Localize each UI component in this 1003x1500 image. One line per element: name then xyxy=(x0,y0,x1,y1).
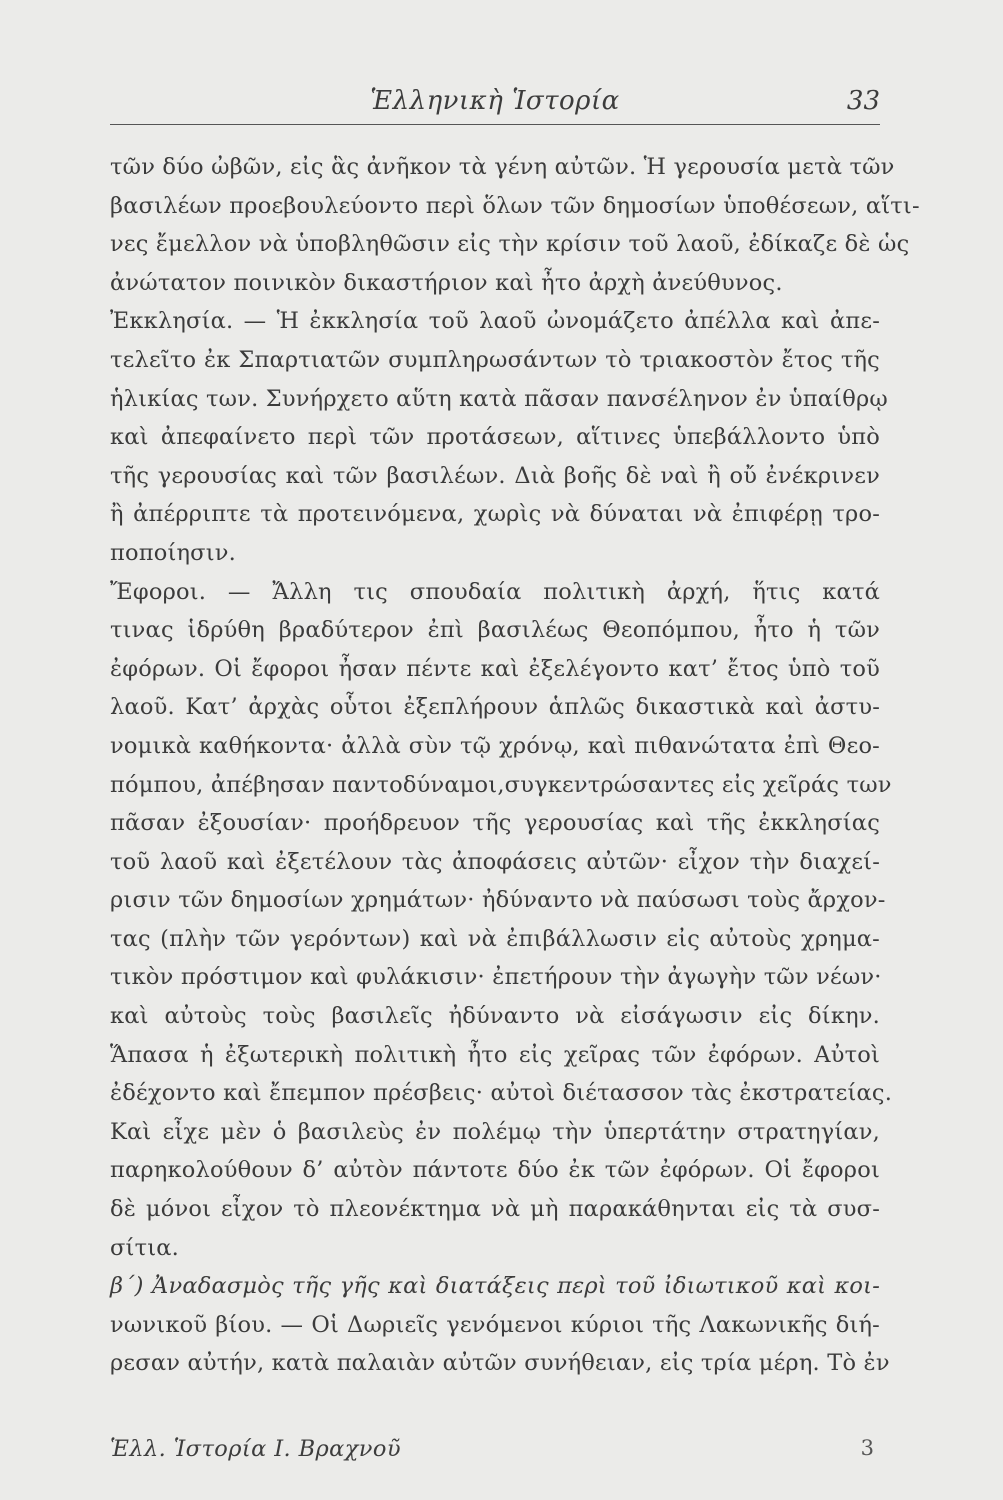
text-line: ποποίησιν. xyxy=(110,539,236,566)
text-line: τοῦ λαοῦ καὶ ἐξετέλουν τὰς ἀποφάσεις αὐτῶν· εἶχον τὴν διαχεί- xyxy=(110,848,880,875)
body-text xyxy=(110,148,920,1383)
text-line: τῶν δύο ὠβῶν, εἰς ἃς ἀνῆκον τὰ γένη αὐτῶν. Ἡ γερουσία μετὰ τῶν xyxy=(110,154,895,180)
text-line: παρηκολούθουν δ’ αὐτὸν πάντοτε δύο ἐκ τῶν ἐφόρων. Οἱ ἔφοροι xyxy=(110,1157,880,1184)
page-footer xyxy=(110,1436,880,1476)
text-line: τας (πλὴν τῶν γερόντων) καὶ νὰ ἐπιβάλλωσιν εἰς αὐτοὺς χρημα- xyxy=(110,925,880,952)
header-rule xyxy=(110,124,880,125)
text-line: τῆς γερουσίας καὶ τῶν βασιλέων. Διὰ βοῆς δὲ ναὶ ἢ οὔ ἐνέκρινεν xyxy=(110,462,880,489)
page-number: 33 xyxy=(846,86,880,116)
text-line: ἐφόρων. Οἱ ἔφοροι ἦσαν πέντε καὶ ἐξελέγοντο κατ’ ἔτος ὑπὸ τοῦ xyxy=(110,655,880,682)
text-line: λαοῦ. Κατ’ ἀρχὰς οὗτοι ἐξεπλήρουν ἁπλῶς δικαστικὰ καὶ ἀστυ- xyxy=(110,694,880,721)
text-line: Καὶ εἶχε μὲν ὁ βασιλεὺς ἐν πολέμῳ τὴν ὑπερτάτην στρατηγίαν, xyxy=(110,1118,880,1145)
text-line: ἢ ἀπέρριπτε τὰ προτεινόμενα, χωρὶς νὰ δύναται νὰ ἐπιφέρῃ τρο- xyxy=(110,501,880,528)
text-line: ἐδέχοντο καὶ ἔπεμπον πρέσβεις· αὐτοὶ διέτασσον τὰς ἐκστρατείας. xyxy=(110,1080,893,1107)
text-line: τινας ἱδρύθη βραδύτερον ἐπὶ βασιλέως Θεοπόμπου, ἦτο ἡ τῶν xyxy=(110,617,880,644)
text-line: Ἅπασα ἡ ἐξωτερικὴ πολιτικὴ ἦτο εἰς χεῖρας τῶν ἐφόρων. Αὐτοὶ xyxy=(110,1041,880,1068)
text-line: νωνικοῦ βίου. — Οἱ Δωριεῖς γενόμενοι κύριοι τῆς Λακωνικῆς διή- xyxy=(110,1311,880,1338)
text-line: δὲ μόνοι εἶχον τὸ πλεονέκτημα νὰ μὴ παρακάθηνται εἰς τὰ συσ- xyxy=(110,1196,880,1223)
text-line: σίτια. xyxy=(110,1234,179,1261)
printer-signature: Ἑλλ. Ἱστορία Ι. Βραχνοῦ xyxy=(110,1436,401,1462)
text-line: πᾶσαν ἐξουσίαν· προήδρευον τῆς γερουσίας καὶ τῆς ἐκκλησίας xyxy=(110,810,880,837)
text-line: ρισιν τῶν δημοσίων χρημάτων· ἠδύναντο νὰ παύσωσι τοὺς ἄρχον- xyxy=(110,887,886,914)
text-line: ἀνώτατον ποινικὸν δικαστήριον καὶ ἦτο ἀρχὴ ἀνεύθυνος. xyxy=(110,269,783,296)
text-line: καὶ αὐτοὺς τοὺς βασιλεῖς ἠδύναντο νὰ εἰσάγωσιν εἰς δίκην. xyxy=(110,1003,880,1030)
text-line: βασιλέων προεβουλεύοντο περὶ ὅλων τῶν δημοσίων ὑποθέσεων, αἵτι- xyxy=(110,192,920,219)
text-line: ρεσαν αὐτήν, κατὰ παλαιὰν αὐτῶν συνήθειαν, εἰς τρία μέρη. Τὸ ἐν xyxy=(110,1350,890,1377)
text-line: νες ἔμελλον νὰ ὑποβληθῶσιν εἰς τὴν κρίσιν τοῦ λαοῦ, ἐδίκαζε δὲ ὡς xyxy=(110,231,910,258)
running-head xyxy=(110,82,880,122)
text-line: τελεῖτο ἐκ Σπαρτιατῶν συμπληρωσάντων τὸ τριακοστὸν ἔτος τῆς xyxy=(110,346,880,373)
running-title: Ἑλληνικὴ Ἱστορία xyxy=(370,86,620,116)
text-line: ἡλικίας των. Συνήρχετο αὕτη κατὰ πᾶσαν πανσέληνον ἐν ὑπαίθρῳ xyxy=(110,385,888,412)
section-heading-line: β΄) Ἀναδασμὸς τῆς γῆς καὶ διατάξεις περὶ τοῦ ἰδιωτικοῦ καὶ κοι- xyxy=(110,1273,880,1300)
text-line: καὶ ἀπεφαίνετο περὶ τῶν προτάσεων, αἵτινες ὑπεβάλλοντο ὑπὸ xyxy=(110,424,880,451)
text-line: Ἔφοροι. — Ἄλλη τις σπουδαία πολιτικὴ ἀρχή, ἥτις κατά xyxy=(110,578,880,605)
text-line: νομικὰ καθήκοντα· ἀλλὰ σὺν τῷ χρόνῳ, καὶ πιθανώτατα ἐπὶ Θεο- xyxy=(110,732,880,759)
text-line: Ἐκκλησία. — Ἡ ἐκκλησία τοῦ λαοῦ ὠνομάζετο ἀπέλλα καὶ ἀπε- xyxy=(110,308,880,335)
text-line: πόμπου, ἀπέβησαν παντοδύναμοι,συγκεντρώσαντες εἰς χεῖράς των xyxy=(110,771,892,798)
text-line: τικὸν πρόστιμον καὶ φυλάκισιν· ἐπετήρουν τὴν ἀγωγὴν τῶν νέων· xyxy=(110,964,882,991)
signature-mark: 3 xyxy=(860,1436,874,1460)
